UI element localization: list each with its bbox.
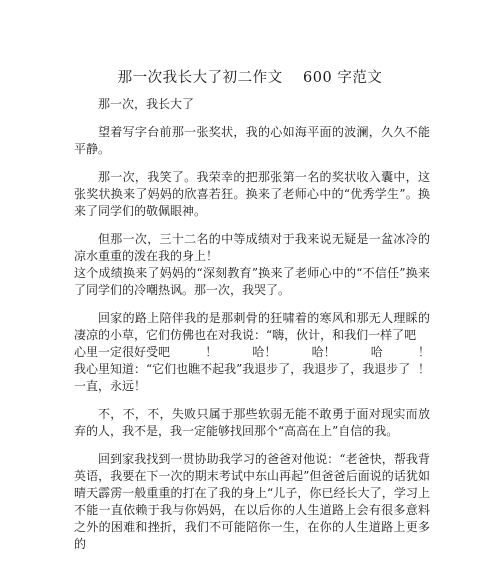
paragraph: 但那一次，三十二名的中等成绩对于我来说无疑是一盆冰冷的凉水重重的泼在我的身上！ <box>74 232 430 263</box>
paragraph: 回到家我找到一贯协助我学习的爸爸对他说：“老爸快，帮我背英语，我要在下一次的期末考试中东山再起”但爸爸后面说的话犹如晴天霹雳一般重重的打在了我的身上“儿子，你已经长大了，学习上不能一直依赖于我与你妈妈，在以后你的人生道路上会有很多意料之外的困难和挫折，我们不可能陪你一生，在你的人生道路上更多的 <box>74 452 430 551</box>
special-line-3 <box>74 378 430 395</box>
paragraph: 那一次，我笑了。我荣幸的把那张第一名的奖状收入囊中，这张奖状换来了妈妈的欣喜若狂。换来了老师心中的“优秀学生”。换来了同学们的敬佩眼神。 <box>74 170 430 218</box>
document-title: 那一次我长大了初二作文 600 字范文 <box>117 70 383 86</box>
paragraph: 不，不，不，失败只属于那些软弱无能不敢勇于面对现实而放弃的人，我不是，我一定能够找回那个“高高在上”自信的我。 <box>74 407 430 438</box>
line-segment: ！ <box>417 345 430 359</box>
document-body <box>74 96 430 564</box>
line-segment: 哈！ <box>252 345 277 359</box>
paragraph: 望着写字台前那一张奖状，我的心如海平面的波澜，久久不能平静。 <box>74 125 430 156</box>
paragraph: 这个成绩换来了妈妈的“深刻教育”换来了老师心中的“不信任”换来了同学们的冷嘲热讽。那一次，我哭了。 <box>74 266 430 297</box>
line-segment: 一直，永远！ <box>74 379 147 393</box>
paragraph: 回家的路上陪伴我的是那刺骨的狂啸着的寒风和那无人理睬的凄凉的小草，它们仿佛也在对我说：“嗨，伙计，和我们一样了吧 <box>74 311 430 342</box>
line-segment: 哈 <box>370 345 383 359</box>
special-line-2 <box>74 361 430 378</box>
line-segment: 心里一定很好受吧 <box>74 345 171 359</box>
special-line-1 <box>74 344 430 361</box>
line-segment: ！ <box>417 362 430 376</box>
line-segment: 哈！ <box>311 345 336 359</box>
line-segment: 我心里知道：“它们也瞧不起我”我退步了，我退步了，我退步了 <box>74 362 411 376</box>
paragraph-heading: 那一次，我长大了 <box>98 97 195 111</box>
line-segment: ！ <box>205 345 218 359</box>
